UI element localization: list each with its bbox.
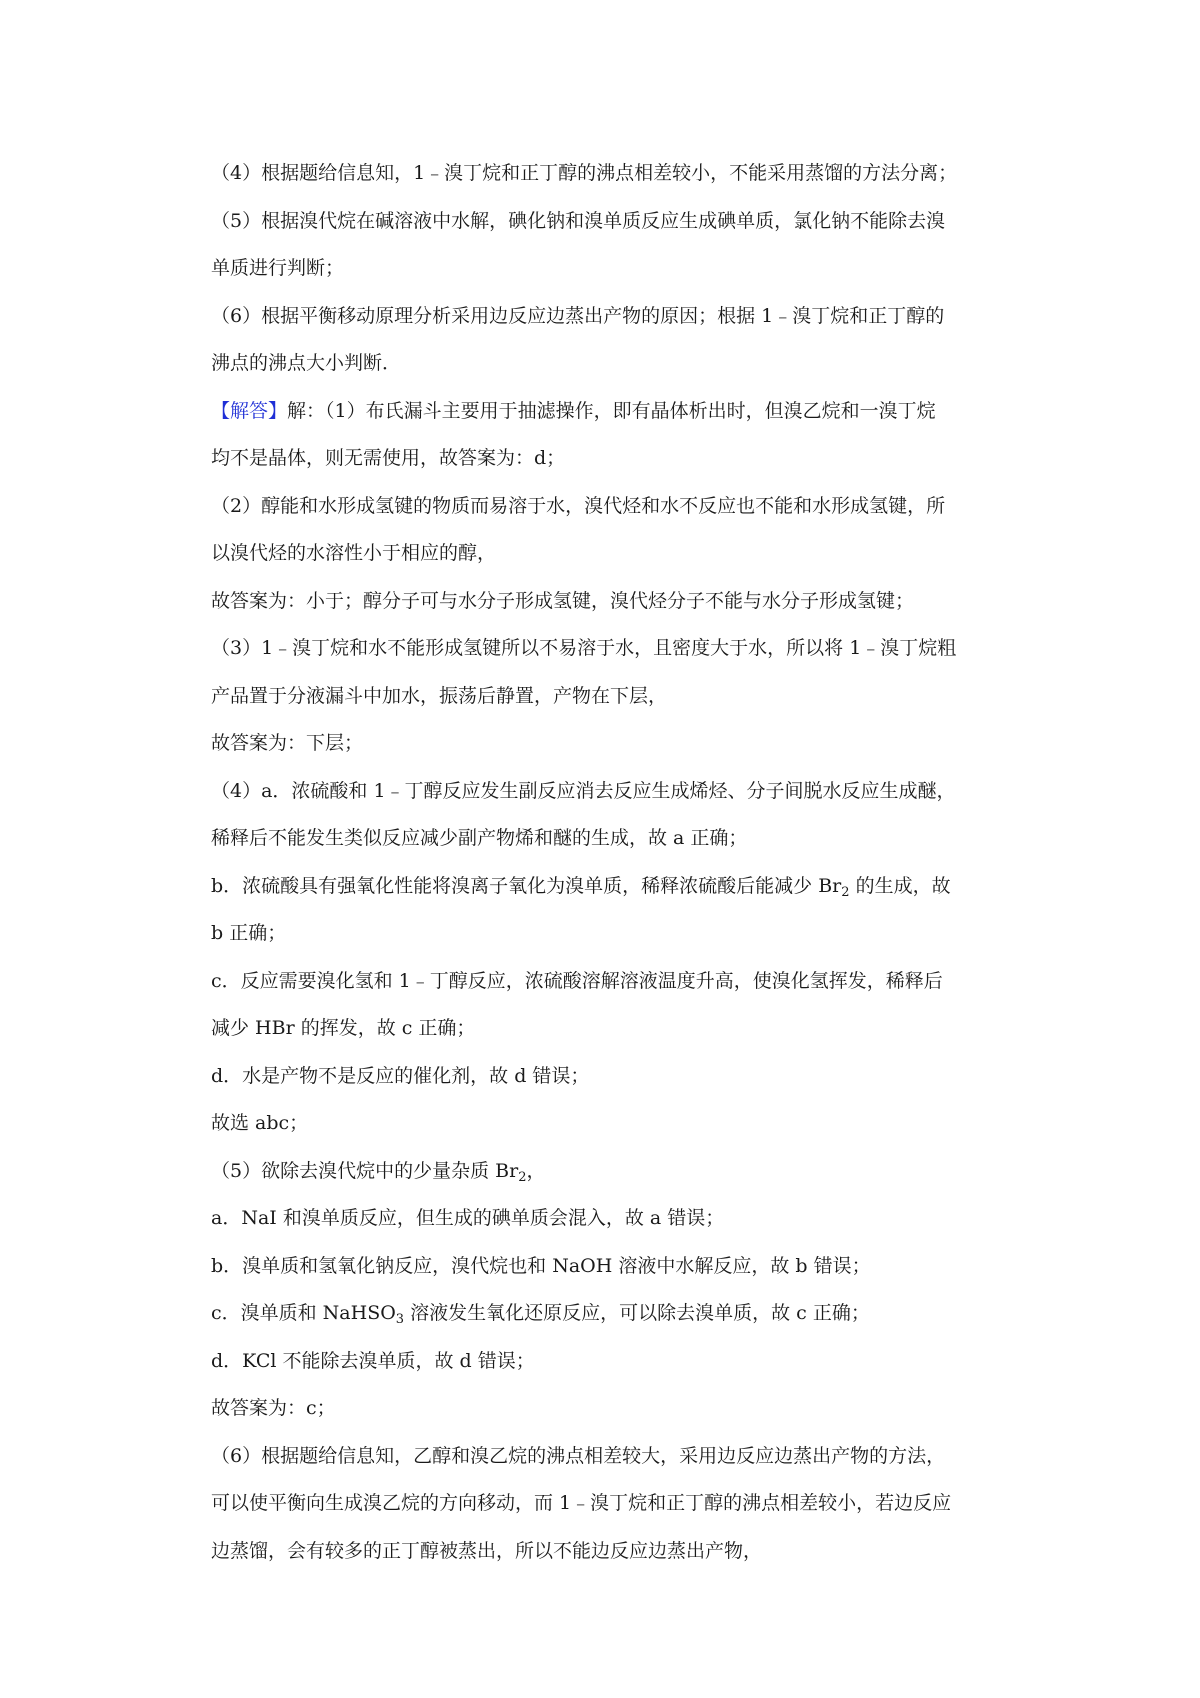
text-line: b．溴单质和氢氧化钠反应，溴代烷也和 NaOH 溶液中水解反应，故 b 错误； (211, 1254, 871, 1277)
text-line: 以溴代烃的水溶性小于相应的醇， (211, 542, 497, 564)
text-line: 产品置于分液漏斗中加水，振荡后静置，产物在下层， (211, 684, 668, 707)
subscript: 3 (395, 1312, 405, 1327)
text-line: 稀释后不能发生类似反应减少副产物烯和醚的生成，故 a 正确； (211, 827, 748, 849)
text-line: （6）根据题给信息知，乙醇和溴乙烷的沸点相差较大，采用边反应边蒸出产物的方法， (211, 1444, 946, 1467)
text-line: 故答案为：下层； (211, 732, 364, 754)
text-line: 故选 abc； (211, 1112, 309, 1134)
text-line: 均不是晶体，则无需使用，故答案为：d； (211, 447, 566, 469)
text-line: 故答案为：小于；醇分子可与水分子形成氢键，溴代烃分子不能与水分子形成氢键； (211, 589, 915, 612)
text-line: 边蒸馏，会有较多的正丁醇被蒸出，所以不能边反应边蒸出产物， (211, 1539, 763, 1562)
text-segment: 的生成，故 (849, 874, 951, 897)
text-line: （6）根据平衡移动原理分析采用边反应边蒸出产物的原因；根据 1﹣溴丁烷和正丁醇的 (211, 304, 945, 327)
text-segment: c．溴单质和 NaHSO (211, 1302, 396, 1324)
text-segment: 溶液发生氧化还原反应，可以除去溴单质，故 c 正确； (404, 1302, 870, 1324)
subscript: 2 (841, 884, 850, 900)
text-line: 减少 HBr 的挥发，故 c 正确； (211, 1017, 476, 1039)
text-line: b 正确； (211, 922, 287, 944)
text-line: 沸点的沸点大小判断． (211, 352, 402, 374)
text-line: d．KCl 不能除去溴单质，故 d 错误； (211, 1349, 535, 1372)
text-line (211, 1148, 1021, 1196)
text-line: d．水是产物不是反应的催化剂，故 d 错误； (211, 1064, 590, 1087)
text-line: （3）1﹣溴丁烷和水不能形成氢键所以不易溶于水，且密度大于水，所以将 1﹣溴丁烷粗 (211, 637, 957, 659)
text-line (211, 1290, 1021, 1338)
text-line: （4）a．浓硫酸和 1﹣丁醇反应发生副反应消去反应生成烯烃、分子间脱水反应生成醚， (211, 779, 956, 802)
text-line: 故答案为：c； (211, 1397, 336, 1419)
text-line: （4）根据题给信息知，1﹣溴丁烷和正丁醇的沸点相差较小，不能采用蒸馏的方法分离； (211, 162, 958, 184)
text-line: （5）根据溴代烷在碱溶液中水解，碘化钠和溴单质反应生成碘单质，氯化钠不能除去溴 (211, 209, 946, 232)
text-segment: 解：（1）布氏漏斗主要用于抽滤操作，即有晶体析出时，但溴乙烷和一溴丁烷 (287, 399, 936, 422)
solution-text (211, 150, 1021, 1575)
text-segment: b．浓硫酸具有强氧化性能将溴离子氧化为溴单质，稀释浓硫酸后能减少 Br (211, 874, 842, 897)
text-segment: ， (526, 1159, 546, 1182)
text-line (211, 863, 1021, 911)
text-line: c．反应需要溴化氢和 1﹣丁醇反应，浓硫酸溶解溶液温度升高，使溴化氢挥发，稀释后 (211, 969, 943, 992)
text-line: 可以使平衡向生成溴乙烷的方向移动，而 1﹣溴丁烷和正丁醇的沸点相差较小，若边反应 (211, 1492, 952, 1514)
text-segment: （5）欲除去溴代烷中的少量杂质 Br (211, 1159, 519, 1182)
text-line: a．NaI 和溴单质反应，但生成的碘单质会混入，故 a 错误； (211, 1207, 725, 1229)
text-line: 单质进行判断； (211, 257, 345, 279)
answer-line (211, 388, 1021, 436)
text-line: （2）醇能和水形成氢键的物质而易溶于水，溴代烃和水不反应也不能和水形成氢键，所 (211, 494, 946, 517)
subscript: 2 (518, 1169, 527, 1185)
answer-tag: 【解答】 (211, 399, 288, 422)
